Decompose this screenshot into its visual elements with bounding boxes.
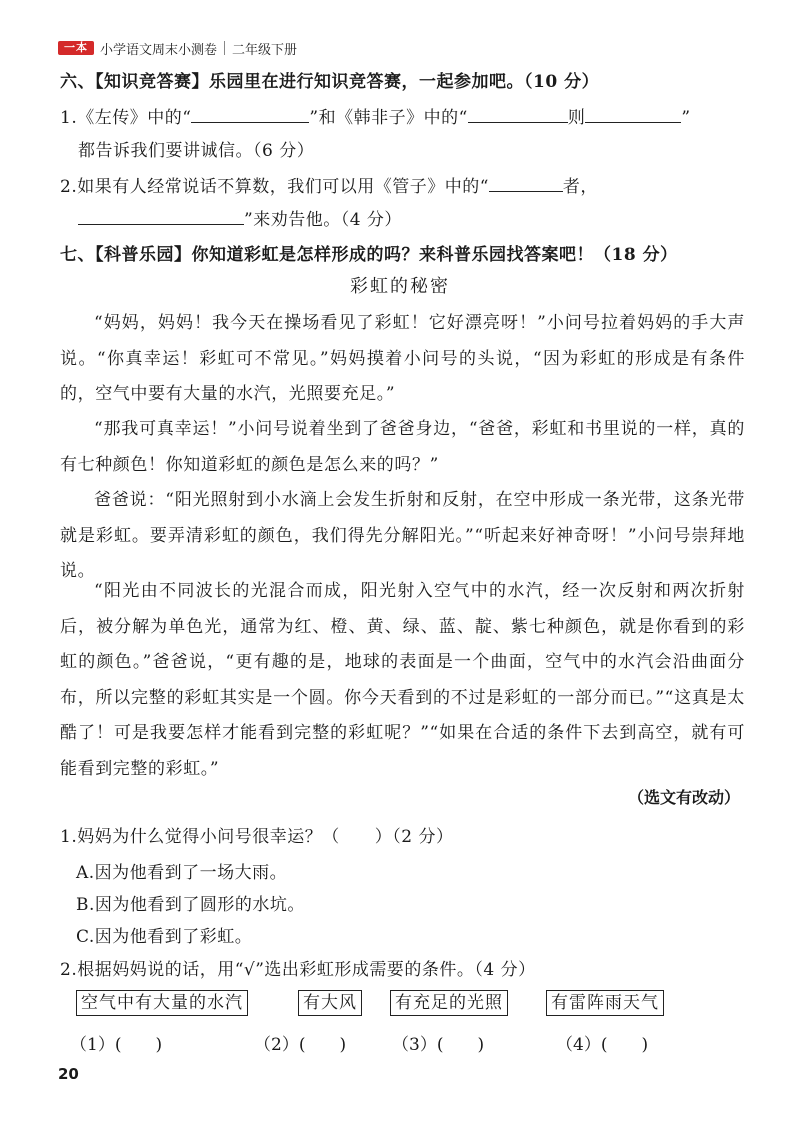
passage-source-note: （选文有改动） (627, 788, 740, 807)
grade-label: 二年级下册 (232, 42, 298, 58)
answer-paren-2[interactable]: （2）( ) (254, 1035, 347, 1055)
passage-title: 彩虹的秘密 (350, 276, 450, 297)
condition-box-2: 有大风 (298, 990, 362, 1016)
condition-box-1: 空气中有大量的水汽 (76, 990, 248, 1016)
s7-q1-option-c[interactable]: C.因为他看到了彩虹。 (76, 927, 253, 947)
condition-box-3: 有充足的光照 (390, 990, 508, 1016)
s6-q1-blank-3[interactable] (585, 105, 681, 123)
condition-box-4: 有雷阵雨天气 (546, 990, 664, 1016)
page-number: 20 (58, 1065, 79, 1083)
answer-paren-4[interactable]: （4）( ) (556, 1035, 649, 1055)
s6-q1-blank-2[interactable] (468, 105, 568, 123)
s6-q1-text-c: 则 (567, 108, 586, 128)
brand-logo: 一本 (58, 41, 94, 55)
s6-q1-blank-1[interactable] (191, 105, 309, 123)
passage-paragraph-3: 爸爸说：“阳光照射到小水滴上会发生折射和反射，在空中形成一条光带，这条光带就是彩虹。要弄清彩虹的颜色，我们得先分解阳光。”“听起来好神奇呀！”小问号崇拜地说。 (60, 490, 745, 581)
s7-question-1: 1.妈妈为什么觉得小问号很幸运？（ ）（2 分） (60, 827, 454, 847)
s6-q2-continuation (78, 205, 402, 230)
passage-paragraph-1: “妈妈，妈妈！我今天在操场看见了彩虹！它好漂亮呀！”小问号拉着妈妈的手大声说。“你真幸运！彩虹可不常见。”妈妈摸着小问号的头说，“因为彩虹的形成是有条件的，空气中要有大量的水汽，光照要充足。” (60, 313, 745, 404)
s6-q1-text-d: ” (681, 108, 691, 128)
answer-paren-1[interactable]: （1）( ) (70, 1035, 163, 1055)
s6-q2-text-a: 2.如果有人经常说话不算数，我们可以用《管子》中的“ (60, 177, 489, 197)
s6-q2-blank-1[interactable] (489, 174, 563, 192)
section7-heading: 七、【科普乐园】你知道彩虹是怎样形成的吗？来科普乐园找答案吧！（18 分） (60, 245, 678, 265)
s6-question-1 (60, 103, 691, 128)
page-header (58, 38, 297, 58)
s6-q2-text-b: 者， (562, 177, 598, 197)
passage-paragraph-2: “那我可真幸运！”小问号说着坐到了爸爸身边，“爸爸，彩虹和书里说的一样，真的有七种颜色！你知道彩虹的颜色是怎么来的吗？” (60, 419, 745, 475)
section6-heading: 六、【知识竞答赛】乐园里在进行知识竞答赛，一起参加吧。（10 分） (60, 72, 600, 92)
s7-q1-option-b[interactable]: B.因为他看到了圆形的水坑。 (76, 895, 305, 915)
passage-paragraph-4: “阳光由不同波长的光混合而成，阳光射入空气中的水汽，经一次反射和两次折射后，被分解为单色光，通常为红、橙、黄、绿、蓝、靛、紫七种颜色，就是你看到的彩虹的颜色。”爸爸说，“更有趣的是，地球的表面是一个曲面，空气中的水汽会沿曲面分布，所以完整的彩虹其实是一个圆。你今天看到的不过是彩虹的一部分而已。”“这真是太酷了！可是我要怎样才能看到完整的彩虹呢？”“如果在合适的条件下去到高空，就有可能看到完整的彩虹。” (60, 581, 745, 779)
s6-q1-text-b: ”和《韩非子》中的“ (309, 108, 468, 128)
s6-q1-text-a: 1.《左传》中的“ (60, 108, 192, 128)
s6-q2-text-c: ”来劝告他。（4 分） (244, 210, 402, 230)
answer-paren-3[interactable]: （3）( ) (392, 1035, 485, 1055)
s6-question-2 (60, 172, 598, 197)
s7-q1-option-a[interactable]: A.因为他看到了一场大雨。 (76, 863, 288, 883)
s6-q2-blank-2[interactable] (78, 207, 244, 225)
s7-question-2: 2.根据妈妈说的话，用“√”选出彩虹形成需要的条件。（4 分） (60, 960, 536, 980)
series-title: 小学语文周末小测卷 (100, 42, 218, 58)
s6-q1-continuation: 都告诉我们要讲诚信。（6 分） (78, 141, 315, 161)
header-divider (224, 41, 225, 55)
